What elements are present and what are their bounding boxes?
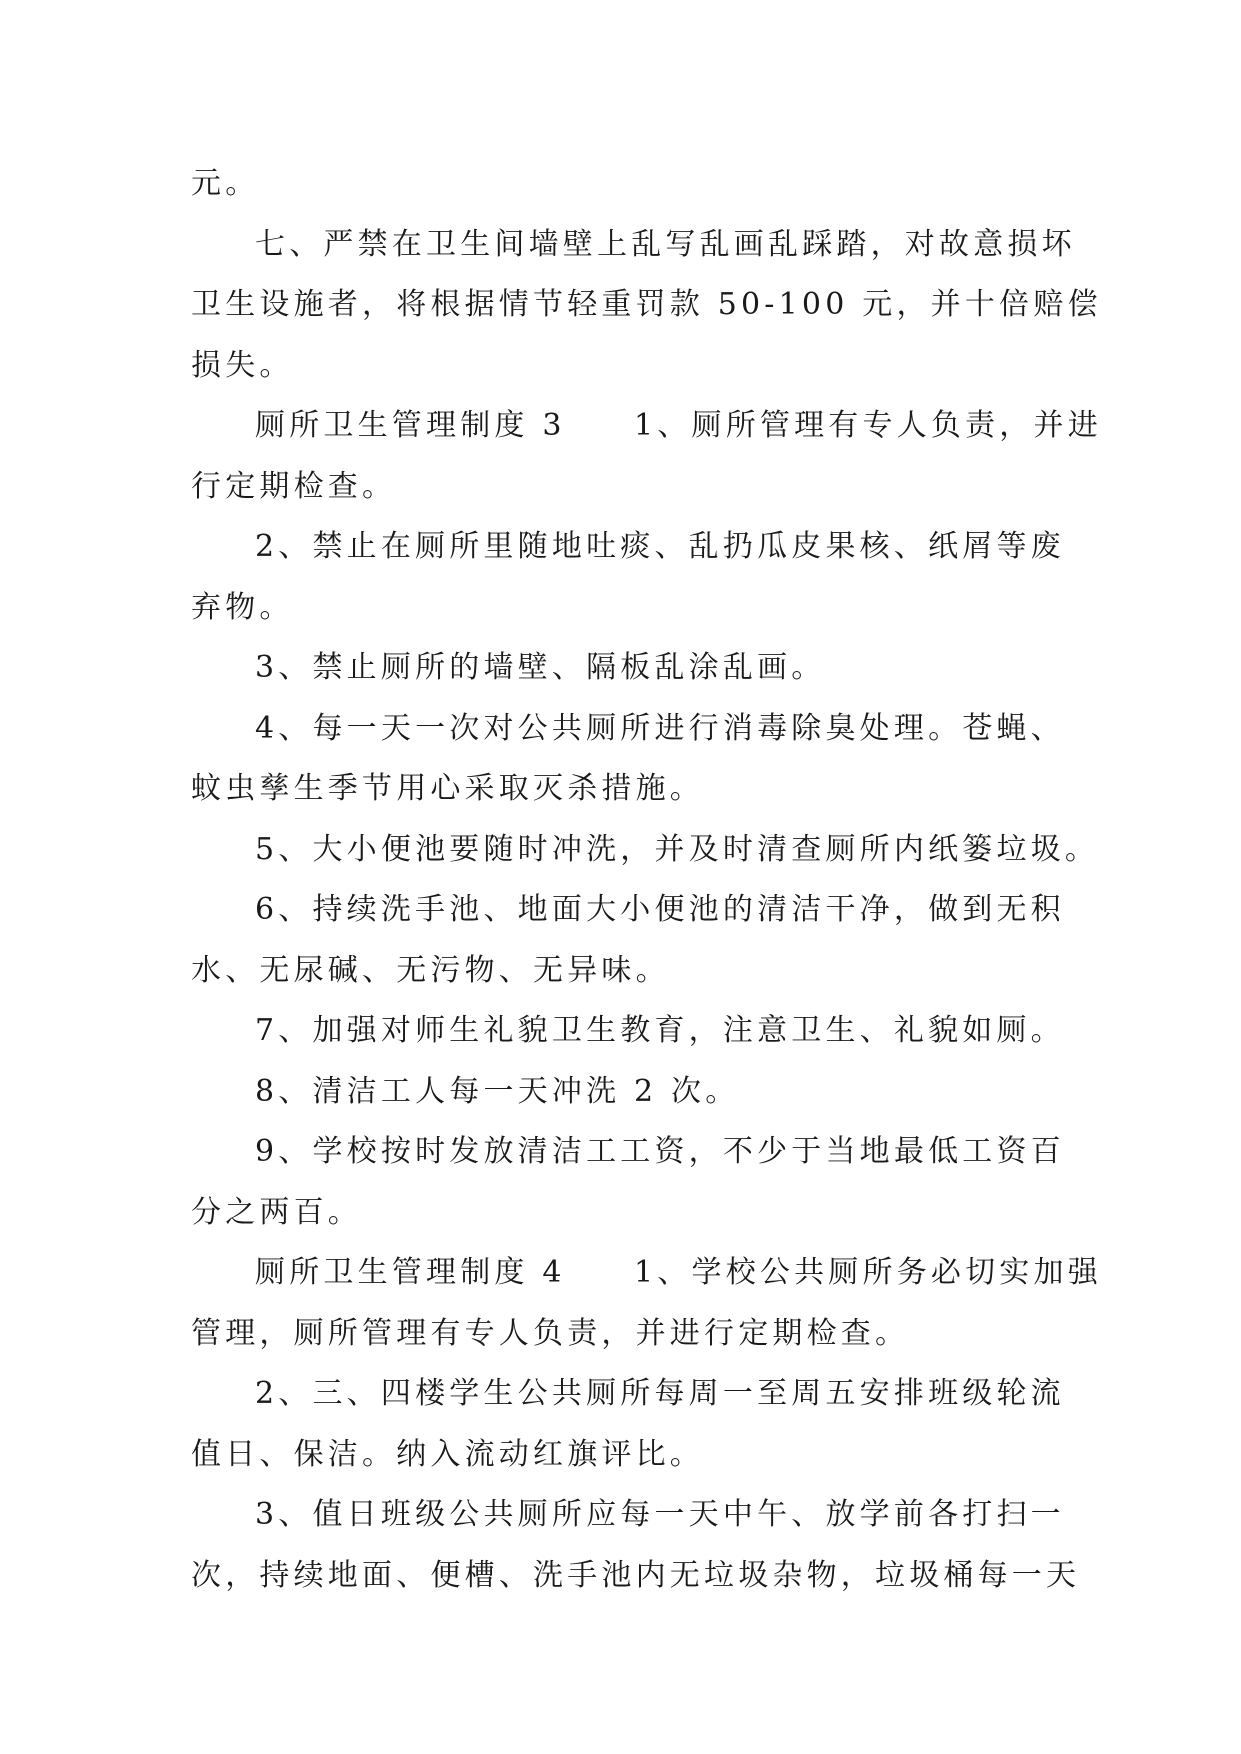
text-line: 5、大小便池要随时冲洗，并及时清查厕所内纸篓垃圾。 (255, 831, 1100, 867)
text-line: 行定期检查。 (191, 468, 397, 504)
text-line: 6、持续洗手池、地面大小便池的清洁干净，做到无积 (255, 892, 1065, 927)
text-line: 3、禁止厕所的墙壁、隔板乱涂乱画。 (255, 650, 826, 685)
text-line: 元。 (191, 166, 260, 201)
text-line: 分之两百。 (191, 1194, 362, 1230)
text-line: 水、无尿碱、无污物、无异味。 (191, 952, 670, 988)
text-line: 2、禁止在厕所里随地吐痰、乱扔瓜皮果核、纸屑等废 (255, 529, 1065, 564)
text-line: 4、每一天一次对公共厕所进行消毒除臭处理。苍蝇、 (255, 710, 1065, 746)
text-line: 卫生设施者，将根据情节轻重罚款 50-100 元，并十倍赔偿 (191, 287, 1102, 322)
text-line: 损失。 (191, 347, 294, 383)
text-line: 3、值日班级公共厕所应每一天中午、放学前各打扫一 (255, 1497, 1065, 1532)
document-body (191, 154, 1102, 1606)
text-line: 蚊虫孳生季节用心采取灭杀措施。 (191, 771, 704, 806)
text-line: 值日、保洁。纳入流动红旗评比。 (191, 1436, 704, 1472)
text-line: 厕所卫生管理制度 3 1、厕所管理有专人负责，并进 (255, 408, 1102, 443)
text-line: 弃物。 (191, 589, 294, 625)
text-line: 8、清洁工人每一天冲洗 2 次。 (255, 1073, 740, 1109)
text-line: 2、三、四楼学生公共厕所每周一至周五安排班级轮流 (255, 1376, 1065, 1411)
text-line: 7、加强对师生礼貌卫生教育，注意卫生、礼貌如厕。 (255, 1013, 1065, 1048)
text-line: 管理，厕所管理有专人负责，并进行定期检查。 (191, 1315, 910, 1351)
text-line: 厕所卫生管理制度 4 1、学校公共厕所务必切实加强 (255, 1255, 1102, 1290)
text-line: 次，持续地面、便槽、洗手池内无垃圾杂物，垃圾桶每一天 (191, 1557, 1081, 1593)
text-line: 9、学校按时发放清洁工工资，不少于当地最低工资百 (255, 1134, 1065, 1169)
text-line: 七、严禁在卫生间墙壁上乱写乱画乱踩踏，对故意损坏 (255, 226, 1076, 262)
